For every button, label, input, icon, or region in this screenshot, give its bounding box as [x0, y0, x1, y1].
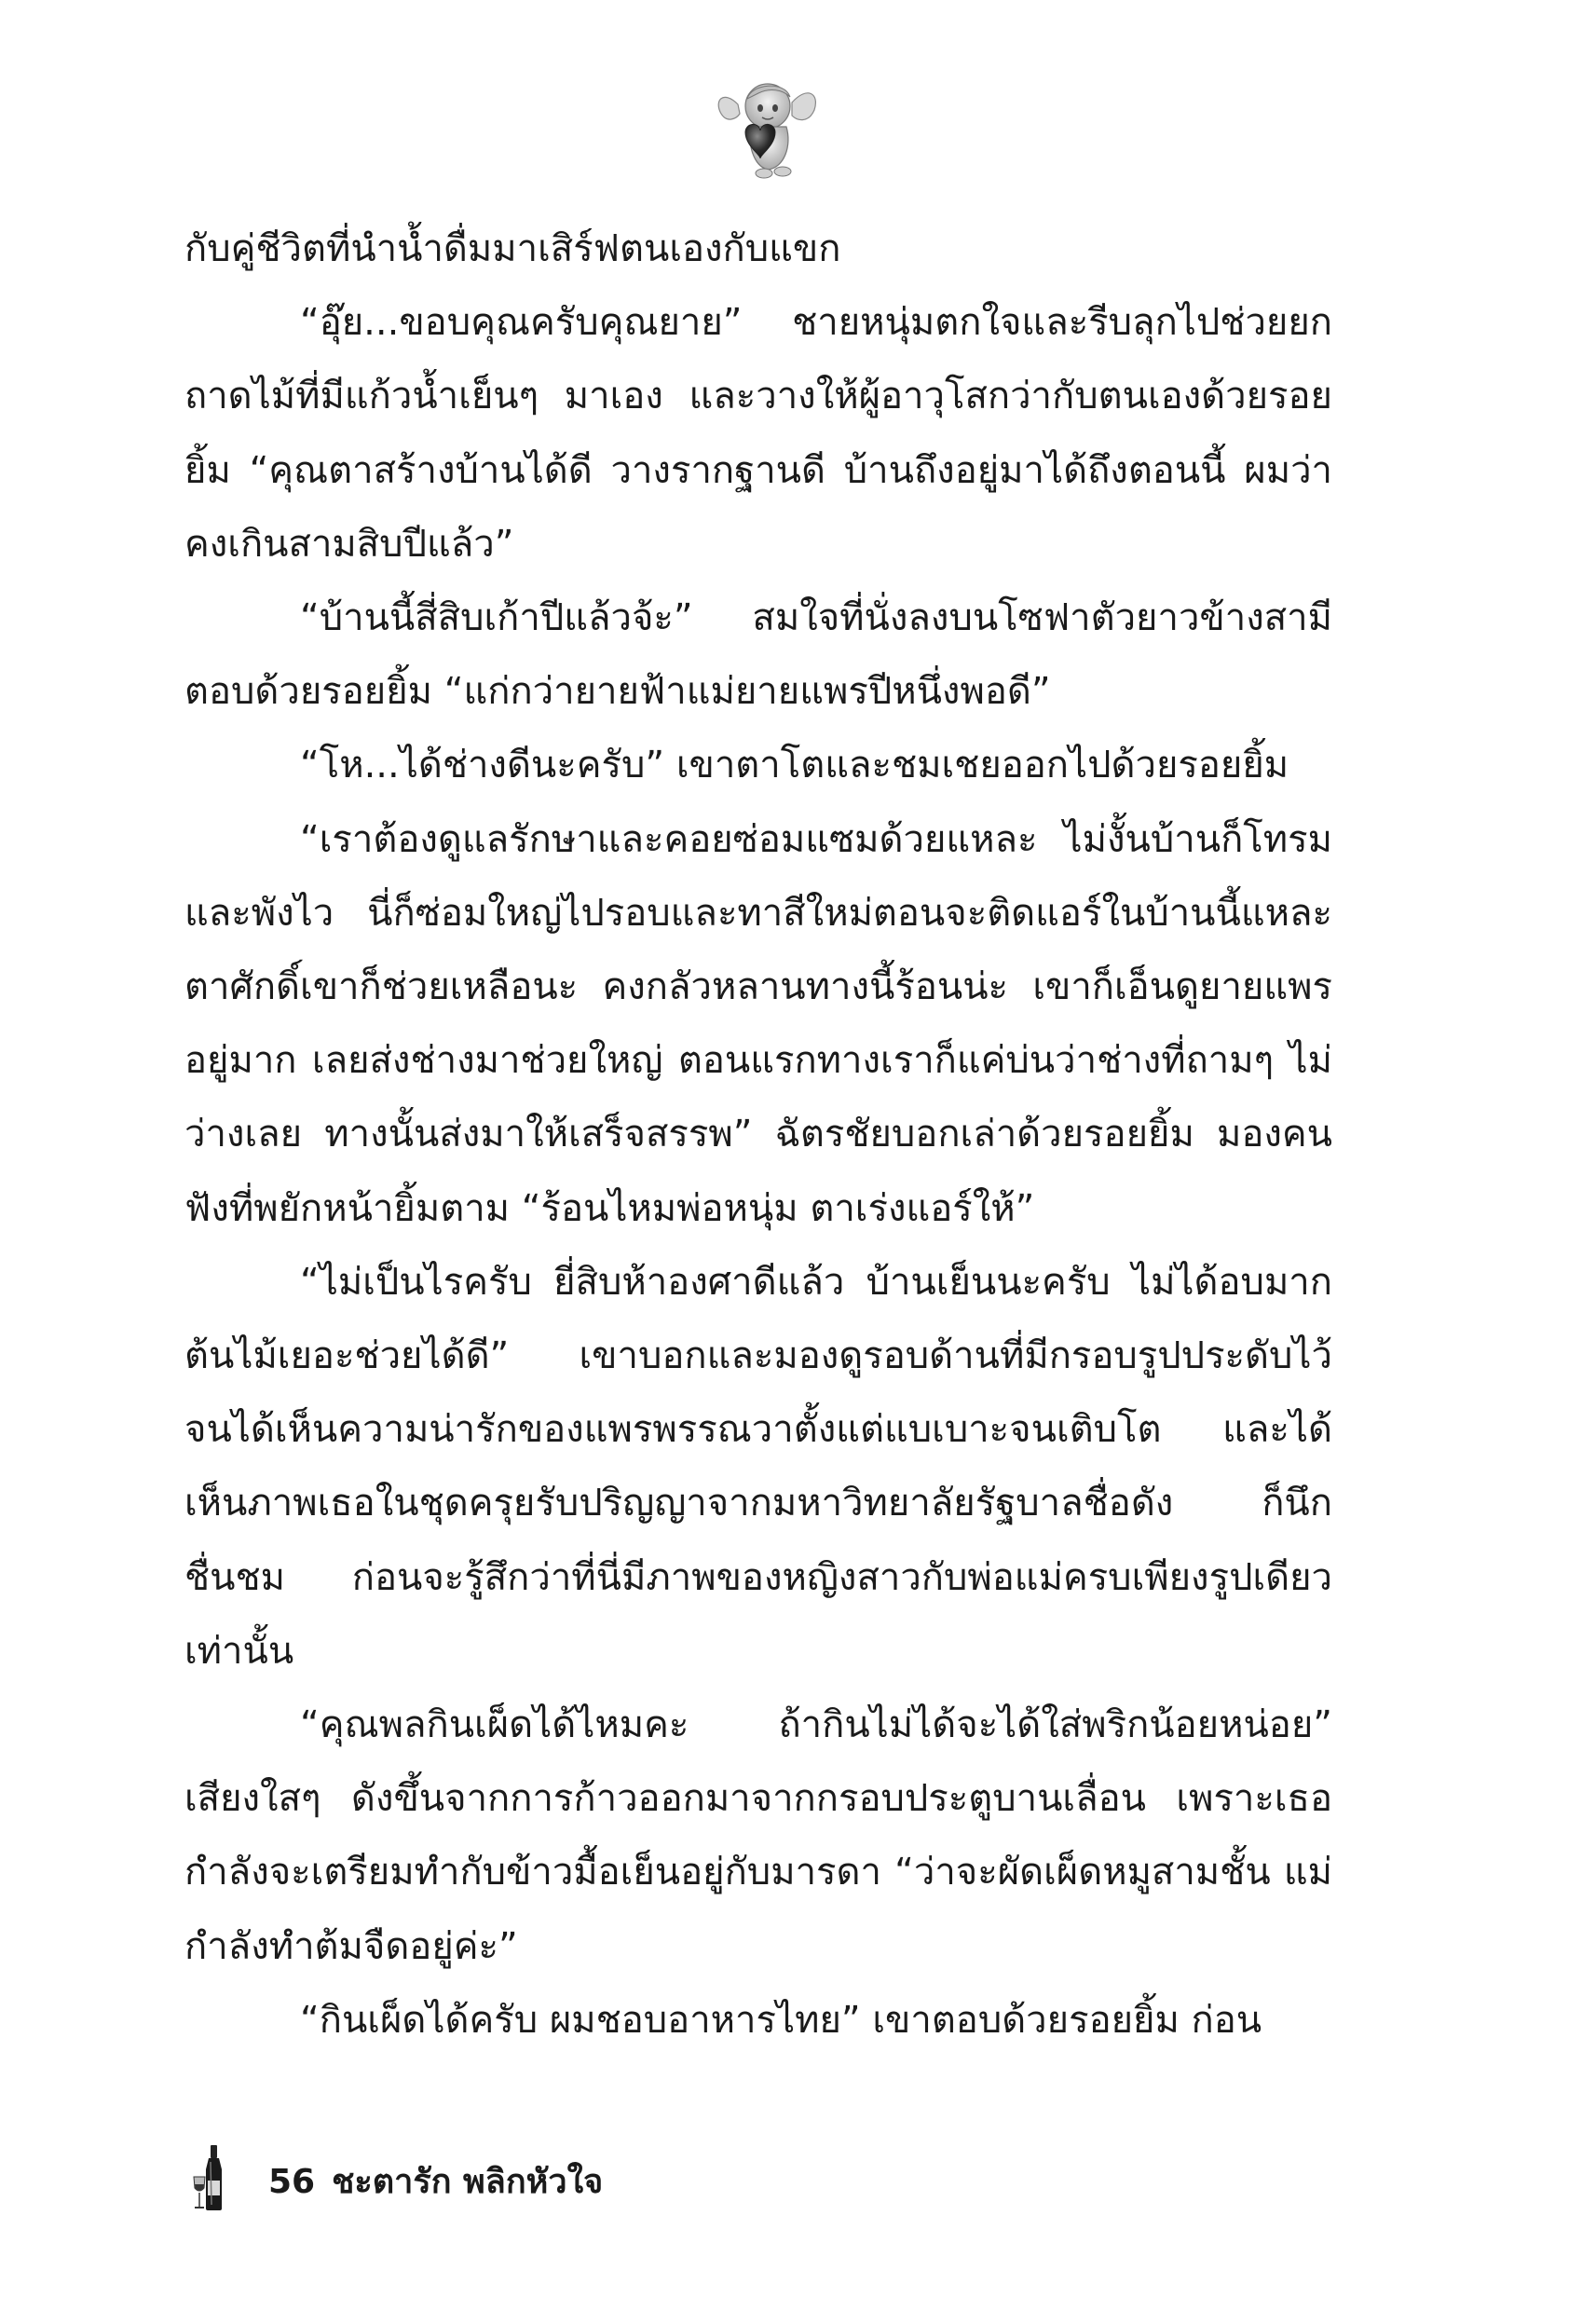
paragraph: “เราต้องดูแลรักษาและคอยซ่อมแซมด้วยแหละ ไม่งั้นบ้านก็โทรมและพังไว นี่ก็ซ่อมใหญ่ไปรอบและทาสีใหม่ตอนจะติดแอร์ในบ้านนี้แหละ ตาศักดิ์เขาก็ช่วยเหลือนะ คงกลัวหลานทางนี้ร้อนน่ะ เขาก็เอ็นดูยายแพรอยู่มาก เลยส่งช่างมาช่วยใหญ่ ตอนแรกทางเราก็แค่บ่นว่าช่างที่ถามๆ ไม่ว่างเลย ทางนั้นส่งมาให้เสร็จสรรพ” ฉัตรชัยบอกเล่าด้วยรอยยิ้ม มองคนฟังที่พยักหน้ายิ้มตาม “ร้อนไหมพ่อหนุ่ม ตาเร่งแอร์ให้”	[184, 817, 1332, 1230]
cupid-heart-ornament-icon	[710, 76, 822, 184]
paragraph: “โห...ได้ช่างดีนะครับ” เขาตาโตและชมเชยออกไปด้วยรอยยิ้ม	[300, 744, 1289, 787]
page-footer	[192, 2143, 844, 2212]
wine-bottle-glass-icon	[192, 2143, 233, 2212]
paragraph: “ไม่เป็นไรครับ ยี่สิบห้าองศาดีแล้ว บ้านเย็นนะครับ ไม่ได้อบมาก ต้นไม้เยอะช่วยได้ดี” เขาบอกและมองดูรอบด้านที่มีกรอบรูปประดับไว้ จนได้เห็นความน่ารักของแพรพรรณวาตั้งแต่แบเบาะจนเติบโต และได้เห็นภาพเธอในชุดครุยรับปริญญาจากมหาวิทยาลัยรัฐบาลชื่อดัง ก็นึกชื่นชม ก่อนจะรู้สึกว่าที่นี่มีภาพของหญิงสาวกับพ่อแม่ครบเพียงรูปเดียวเท่านั้น	[184, 1260, 1332, 1673]
paragraph: กับคู่ชีวิตที่นำน้ำดื่มมาเสิร์ฟตนเองกับแขก	[184, 227, 841, 270]
body-text	[184, 212, 1332, 2058]
page-number: 56	[268, 2163, 316, 2201]
paragraph: “บ้านนี้สี่สิบเก้าปีแล้วจ้ะ” สมใจที่นั่งลงบนโซฟาตัวยาวข้างสามีตอบด้วยรอยยิ้ม “แก่กว่ายายฟ้าแม่ยายแพรปีหนึ่งพอดี”	[184, 596, 1332, 714]
paragraph: “อุ๊ย...ขอบคุณครับคุณยาย” ชายหนุ่มตกใจและรีบลุกไปช่วยยกถาดไม้ที่มีแก้วน้ำเย็นๆ มาเอง และวางให้ผู้อาวุโสกว่ากับตนเองด้วยรอยยิ้ม “คุณตาสร้างบ้านได้ดี วางรากฐานดี บ้านถึงอยู่มาได้ถึงตอนนี้ ผมว่าคงเกินสามสิบปีแล้ว”	[184, 301, 1332, 566]
paragraph: “คุณพลกินเผ็ดได้ไหมคะ ถ้ากินไม่ได้จะได้ใส่พริกน้อยหน่อย” เสียงใสๆ ดังขึ้นจากการก้าวออกมาจากกรอบประตูบานเลื่อน เพราะเธอกำลังจะเตรียมทำกับข้าวมื้อเย็นอยู่กับมารดา “ว่าจะผัดเผ็ดหมูสามชั้น แม่กำลังทำต้มจืดอยู่ค่ะ”	[184, 1703, 1332, 1968]
book-title: ชะตารัก พลิกหัวใจ	[332, 2163, 604, 2201]
paragraph: “กินเผ็ดได้ครับ ผมชอบอาหารไทย” เขาตอบด้วยรอยยิ้ม ก่อน	[300, 1998, 1262, 2042]
